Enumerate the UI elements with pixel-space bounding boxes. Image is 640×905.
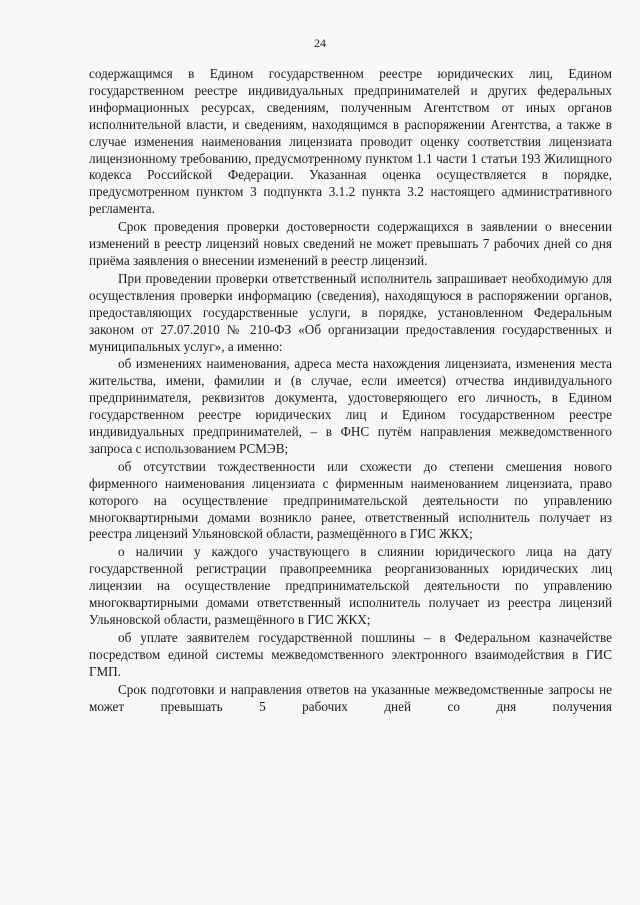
paragraph-item-name-identity: об отсутствии тождественности или схожести до степени смешения нового фирменного наименования лицензиата с фирменным наименованием лицензиата, право которого на осуществление предпринимательской деятельности по управлению многоквартирными домами возникло ранее, ответственный исполнитель получает из реестра лицензий Ульяновской области, размещённого в ГИС ЖКХ;	[89, 458, 612, 542]
paragraph-interagency-request: При проведении проверки ответственный исполнитель запрашивает необходимую для осуществления проверки информацию (сведения), находящуюся в распоряжении органов, предоставляющих государственные услуги, в порядке, установленном Федеральным законом от 27.07.2010 № 210-ФЗ «Об организации предоставления государственных и муниципальных услуг», а именно:	[89, 270, 612, 354]
paragraph-item-state-duty: об уплате заявителем государственной пошлины – в Федеральном казначействе посредством единой системы межведомственного электронного взаимодействия в ГИС ГМП.	[89, 629, 612, 679]
paragraph-response-deadline: Срок подготовки и направления ответов на указанные межведомственные запросы не может превышать 5 рабочих дней со дня получения	[89, 681, 612, 714]
paragraph-item-name-changes: об изменениях наименования, адреса места нахождения лицензиата, изменения места жительства, имени, фамилии и (в случае, если имеется) отчества индивидуального предпринимателя, реквизитов документа, удостоверяющего его личность, в Едином государственном реестре юридических лиц и Едином государственном реестре индивидуальных предпринимателей, – в ФНС путём направления межведомственного запроса с использованием РСМЭВ;	[89, 356, 612, 456]
paragraph-verification-deadline: Срок проведения проверки достоверности содержащихся в заявлении о внесении изменений в реестр лицензий новых сведений не может превышать 7 рабочих дней со дня приёма заявления о внесении изменений в реестр лицензий.	[89, 219, 612, 268]
page-number: 24	[314, 36, 326, 50]
paragraph-continuation: содержащимся в Едином государственном реестре юридических лиц, Едином государственном реестре индивидуальных предпринимателей и других федеральных информационных ресурсах, сведениям, полученным Агентством от иных органов исполнительной власти, и сведениям, находящимся в распоряжении Агентства, а также в случае изменения наименования лицензиата проводит оценку соответствия лицензиата лицензионному требованию, предусмотренному пунктом 1.1 части 1 статьи 193 Жилищного кодекса Российской Федерации. Указанная оценка осуществляется в порядке, предусмотренном пунктом 3 подпункта 3.1.2 пункта 3.2 настоящего административного регламента.	[89, 66, 612, 217]
document-body	[89, 66, 612, 715]
paragraph-item-merger-license: о наличии у каждого участвующего в слиянии юридического лица на дату государственной регистрации правопреемника реорганизованных юридических лиц лицензии на осуществление предпринимательской деятельности по управлению многоквартирными домами ответственный исполнитель получает из реестра лицензий Ульяновской области, размещённого в ГИС ЖКХ;	[89, 544, 612, 627]
